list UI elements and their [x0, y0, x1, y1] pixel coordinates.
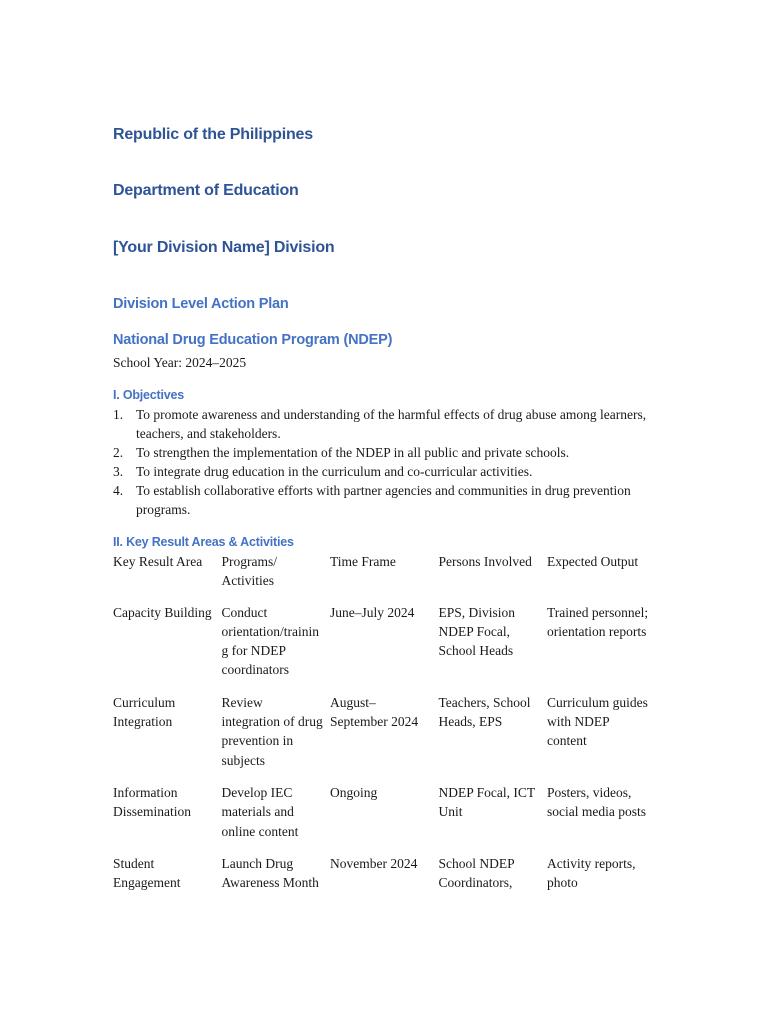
department-heading: Department of Education	[113, 182, 299, 199]
column-header: Programs/ Activities	[221, 554, 277, 589]
table-header-row	[113, 552, 658, 603]
table-cell: Conduct orientation/training for NDEP coordinators	[221, 604, 319, 678]
table-cell: Review integration of drug prevention in subjects	[221, 694, 323, 768]
division-heading: [Your Division Name] Division	[113, 239, 335, 256]
table-cell: Trained personnel; orientation reports	[547, 604, 649, 639]
list-number: 2.	[113, 445, 124, 460]
column-header: Expected Output	[547, 554, 639, 569]
objective-text: To promote awareness and understanding of the harmful effects of drug abuse among learners, teachers, and stakeholders.	[136, 407, 647, 441]
list-number: 4.	[113, 483, 124, 498]
table-cell: Launch Drug Awareness Month	[221, 855, 319, 891]
plan-title: Division Level Action Plan	[113, 296, 289, 312]
objectives-list	[113, 405, 658, 519]
table-cell: NDEP Focal, ICT Unit	[438, 784, 535, 820]
table-row	[113, 783, 658, 854]
table-row	[113, 854, 658, 906]
kra-table	[113, 552, 658, 905]
table-cell: School NDEP Coordinators,	[438, 855, 515, 891]
objective-text: To establish collaborative efforts with partner agencies and communities in drug prevention programs.	[136, 483, 631, 517]
list-number: 3.	[113, 464, 124, 479]
table-cell: Capacity Building	[113, 604, 212, 620]
objectives-heading: I. Objectives	[113, 388, 185, 402]
list-number: 1.	[113, 407, 124, 422]
table-cell: Teachers, School Heads, EPS	[438, 694, 531, 730]
list-item	[113, 405, 658, 443]
table-cell: Develop IEC materials and online content	[221, 784, 299, 839]
table-cell: June–July 2024	[330, 604, 415, 620]
table-cell: Information Dissemination	[113, 784, 191, 820]
table-cell: Posters, videos, social media posts	[547, 784, 646, 820]
kra-heading: II. Key Result Areas & Activities	[113, 535, 294, 549]
table-cell: Student Engagement	[113, 855, 181, 891]
table-cell: August–September 2024	[330, 694, 419, 730]
column-header: Persons Involved	[438, 554, 532, 569]
column-header: Key Result Area	[113, 554, 203, 569]
column-header: Time Frame	[330, 554, 396, 569]
school-year: School Year: 2024–2025	[113, 355, 247, 370]
table-cell: Activity reports, photo	[547, 855, 636, 891]
list-item	[113, 462, 658, 481]
table-cell: Curriculum guides with NDEP content	[547, 694, 648, 749]
table-cell: November 2024	[330, 855, 418, 871]
table-row	[113, 603, 658, 693]
objective-text: To integrate drug education in the curriculum and co-curricular activities.	[136, 464, 533, 479]
table-cell: Ongoing	[330, 784, 378, 800]
country-heading: Republic of the Philippines	[113, 126, 313, 143]
table-row	[113, 693, 658, 783]
list-item	[113, 481, 658, 519]
list-item	[113, 443, 658, 462]
objective-text: To strengthen the implementation of the NDEP in all public and private schools.	[136, 445, 570, 460]
program-title: National Drug Education Program (NDEP)	[113, 332, 393, 348]
table-cell: EPS, Division NDEP Focal, School Heads	[438, 604, 516, 659]
table-cell: Curriculum Integration	[113, 694, 176, 730]
